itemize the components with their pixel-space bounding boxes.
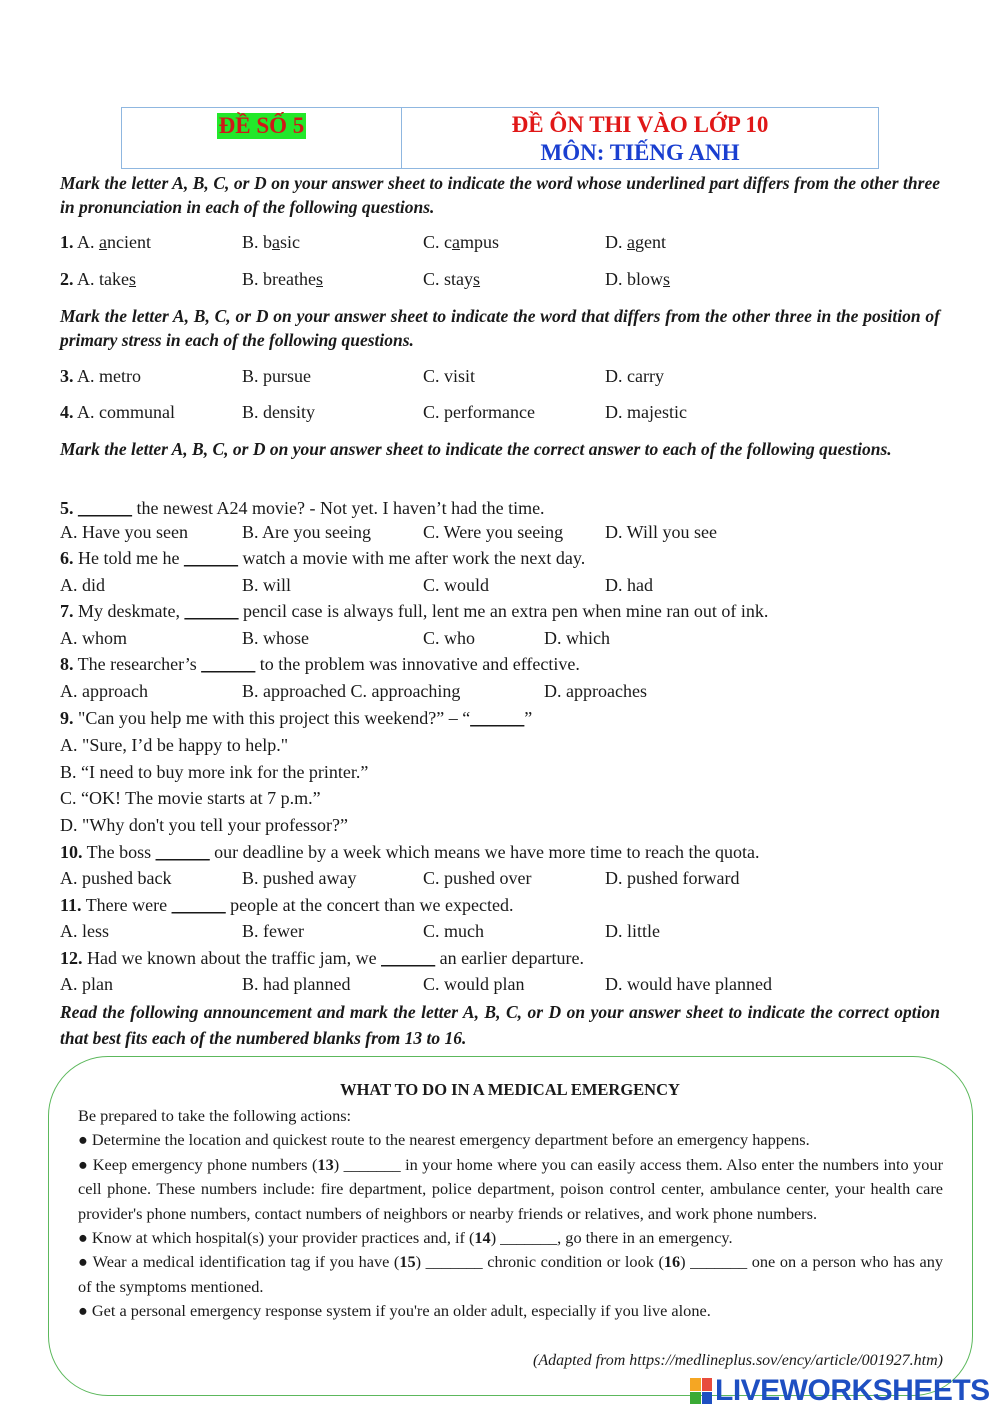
option-b: B. had planned: [242, 974, 351, 994]
option-a: A. Have you seen: [60, 522, 188, 542]
option-d-rest: gent: [635, 232, 666, 252]
question-text-post: ”: [524, 708, 533, 728]
instruction-stress: Mark the letter A, B, C, or D on your answer sheet to indicate the word that differs from the other three in the position of primary stress in each of the following questions.: [60, 306, 940, 350]
question-4: [60, 400, 950, 424]
exam-subject: MÔN: TIẾNG ANH: [540, 140, 740, 165]
passage-bullet-5: ● Get a personal emergency response system if you're an older adult, especially if you live alone.: [78, 1301, 711, 1321]
question-number: 10.: [60, 842, 83, 862]
option-a: A. less: [60, 921, 109, 941]
instruction-grammar: Mark the letter A, B, C, or D on your answer sheet to indicate the correct answer to each of the following questions.: [60, 439, 892, 459]
option-b: B. whose: [242, 628, 309, 648]
option-a-underlined: a: [99, 232, 108, 252]
passage-bullet-1: ● Determine the location and quickest route to the nearest emergency department before an emergency happens.: [78, 1130, 810, 1150]
option-a: A. plan: [60, 974, 113, 994]
question-text-post: people at the concert than we expected.: [225, 895, 514, 915]
question-number: 1.: [60, 232, 74, 252]
answer-blank: ______: [381, 948, 436, 968]
option-a-rest: ncient: [107, 232, 151, 252]
question-7-options: [60, 626, 950, 650]
option-b: B. pursue: [242, 366, 311, 386]
liveworksheets-logo: [690, 1376, 990, 1406]
passage-body: [78, 1104, 943, 1324]
option-d: D. majestic: [605, 402, 687, 422]
question-11-options: [60, 919, 950, 943]
bullet-text: ● Know at which hospital(s) your provider practices and, if (: [78, 1228, 475, 1248]
question-5-stem: [60, 496, 960, 520]
option-d: D. had: [605, 575, 653, 595]
logo-text: LIVEWORKSHEETS: [715, 1374, 990, 1407]
question-8-options: [60, 679, 950, 703]
option-b-c: B. approached C. approaching: [242, 681, 461, 701]
question-number: 2.: [60, 269, 74, 289]
question-text-post: to the problem was innovative and effective.: [255, 654, 580, 674]
question-number: 5.: [60, 498, 74, 518]
option-a-prefix: A. take: [77, 269, 129, 289]
question-text-pre: The researcher’s: [73, 654, 202, 674]
question-1: [60, 230, 950, 254]
question-text-pre: There were: [81, 895, 172, 915]
option-b-underlined: a: [272, 232, 281, 252]
answer-blank: ______: [470, 708, 525, 728]
option-d: D. carry: [605, 366, 664, 386]
blank-number-13: 13: [317, 1154, 334, 1174]
question-3: [60, 364, 950, 388]
option-c: C. would: [423, 575, 490, 595]
question-number: 6.: [60, 548, 74, 568]
bullet-text: ) _______ in your home where you can easily access them. Also enter the numbers into your cell phone. These numbers include: fire department, police department, poison control center, ambulance center, your health care provider's phone numbers, contact numbers of neighbors or nearby friends or relatives, and work phone numbers.: [78, 1154, 944, 1223]
option-c: C. pushed over: [423, 868, 532, 888]
option-a: A. communal: [77, 402, 175, 422]
answer-blank: ______: [78, 498, 132, 518]
passage-bullet-3: [78, 1226, 943, 1250]
option-d: D. pushed forward: [605, 868, 740, 888]
question-6-options: [60, 573, 950, 597]
question-number: 12.: [60, 948, 83, 968]
option-d: D. "Why don't you tell your professor?”: [60, 815, 349, 835]
passage-bullet-4: [78, 1250, 943, 1299]
option-c: C. much: [423, 921, 484, 941]
answer-blank: ______: [155, 842, 210, 862]
option-c-underlined: a: [452, 232, 460, 252]
option-a-prefix: A.: [77, 232, 100, 252]
option-c: C. who: [423, 628, 476, 648]
option-d: D. Will you see: [605, 522, 717, 542]
question-7-stem: [60, 599, 960, 623]
answer-blank: ______: [201, 654, 256, 674]
passage-title: WHAT TO DO IN A MEDICAL EMERGENCY: [340, 1080, 680, 1099]
option-b: B. “I need to buy more ink for the printer.”: [60, 762, 369, 782]
option-b: B. pushed away: [242, 868, 357, 888]
answer-blank: ______: [183, 548, 238, 568]
option-c: C. Were you seeing: [423, 522, 564, 542]
question-text-post: watch a movie with me after work the next day.: [237, 548, 586, 568]
option-b: B. Are you seeing: [242, 522, 371, 542]
blank-number-15: 15: [399, 1252, 416, 1272]
question-number: 8.: [60, 654, 74, 674]
bullet-text: ● Keep emergency phone numbers (: [78, 1154, 318, 1174]
answer-blank: ______: [171, 895, 226, 915]
header-right-cell: [402, 108, 878, 168]
option-c-underlined: s: [473, 269, 481, 289]
option-a: A. "Sure, I’d be happy to help.": [60, 735, 289, 755]
option-d-underlined: s: [663, 269, 671, 289]
question-text-pre: Had we known about the traffic jam, we: [82, 948, 382, 968]
bullet-text: ) _______ chronic condition or look (: [415, 1252, 664, 1272]
option-c: C. “OK! The movie starts at 7 p.m.”: [60, 788, 321, 808]
question-number: 4.: [60, 402, 74, 422]
option-b: B. will: [242, 575, 292, 595]
option-a: A. metro: [77, 366, 141, 386]
question-number: 3.: [60, 366, 74, 386]
header-left-cell: [122, 108, 402, 168]
question-8-stem: [60, 652, 960, 676]
passage-intro: Be prepared to take the following actions:: [78, 1106, 352, 1125]
option-d-prefix: D.: [605, 232, 627, 252]
question-number: 9.: [60, 708, 74, 728]
question-6-stem: [60, 546, 960, 570]
question-10-stem: [60, 840, 960, 864]
option-d: D. little: [605, 921, 660, 941]
bullet-text: ● Wear a medical identification tag if you have (: [78, 1252, 400, 1272]
question-text-pre: He told me he: [73, 548, 184, 568]
passage-source: (Adapted from https://medlineplus.sov/ency/article/001927.htm): [533, 1352, 943, 1369]
logo-icon: [690, 1378, 712, 1404]
blank-number-16: 16: [663, 1252, 681, 1272]
option-a: A. pushed back: [60, 868, 172, 888]
option-a: A. did: [60, 575, 105, 595]
question-number: 7.: [60, 601, 74, 621]
option-c-prefix: C. c: [423, 232, 452, 252]
bullet-text: ) _______, go there in an emergency.: [490, 1228, 733, 1248]
question-10-options: [60, 866, 950, 890]
passage-bullet-2: [78, 1153, 943, 1226]
exam-number: ĐỀ SỐ 5: [218, 113, 305, 138]
option-d-prefix: D. blow: [605, 269, 663, 289]
option-b: B. density: [242, 402, 316, 422]
question-number: 11.: [60, 895, 82, 915]
option-b-prefix: B. breathe: [242, 269, 316, 289]
option-b-rest: sic: [280, 232, 301, 252]
question-11-stem: [60, 893, 960, 917]
question-text-post: our deadline by a week which means we have more time to reach the quota.: [209, 842, 760, 862]
question-text-pre: The boss: [82, 842, 156, 862]
question-text: the newest A24 movie? - Not yet. I haven’t had the time.: [132, 498, 545, 518]
option-b: B. fewer: [242, 921, 304, 941]
question-text-post: pencil case is always full, lent me an extra pen when mine ran out of ink.: [238, 601, 769, 621]
option-c: C. visit: [423, 366, 476, 386]
option-d: D. approaches: [544, 681, 647, 701]
option-c-prefix: C. stay: [423, 269, 474, 289]
exam-title: ĐỀ ÔN THI VÀO LỚP 10: [511, 112, 769, 137]
option-a-underlined: s: [129, 269, 137, 289]
option-d: D. which: [544, 628, 610, 648]
answer-blank: ______: [184, 601, 239, 621]
question-2: [60, 267, 950, 291]
question-text-pre: My deskmate,: [73, 601, 185, 621]
bullet-text: ) _______ one on a person who has any of the symptoms mentioned.: [78, 1252, 944, 1296]
option-a: A. approach: [60, 681, 148, 701]
option-b-prefix: B. b: [242, 232, 273, 252]
question-12-stem: [60, 946, 960, 970]
option-d-underlined: a: [627, 232, 635, 252]
option-a: A. whom: [60, 628, 127, 648]
question-12-options: [60, 972, 950, 996]
blank-number-14: 14: [474, 1228, 491, 1248]
header-table: [121, 107, 879, 169]
option-c: C. performance: [423, 402, 535, 422]
question-text-post: an earlier departure.: [435, 948, 584, 968]
question-5-options: [60, 520, 950, 544]
instruction-pronunciation: Mark the letter A, B, C, or D on your answer sheet to indicate the word whose underlined part differs from the other three in pronunciation in each of the following questions.: [60, 173, 940, 217]
option-b-underlined: s: [315, 269, 323, 289]
question-9-stem: [60, 706, 960, 730]
question-text-pre: "Can you help me with this project this weekend?” – “: [73, 708, 471, 728]
instruction-reading: Read the following announcement and mark the letter A, B, C, or D on your answer sheet to indicate the correct option that best fits each of the numbered blanks from 13 to 16.: [60, 1002, 940, 1048]
option-c: C. would plan: [423, 974, 525, 994]
option-c-rest: mpus: [460, 232, 500, 252]
option-d: D. would have planned: [605, 974, 772, 994]
